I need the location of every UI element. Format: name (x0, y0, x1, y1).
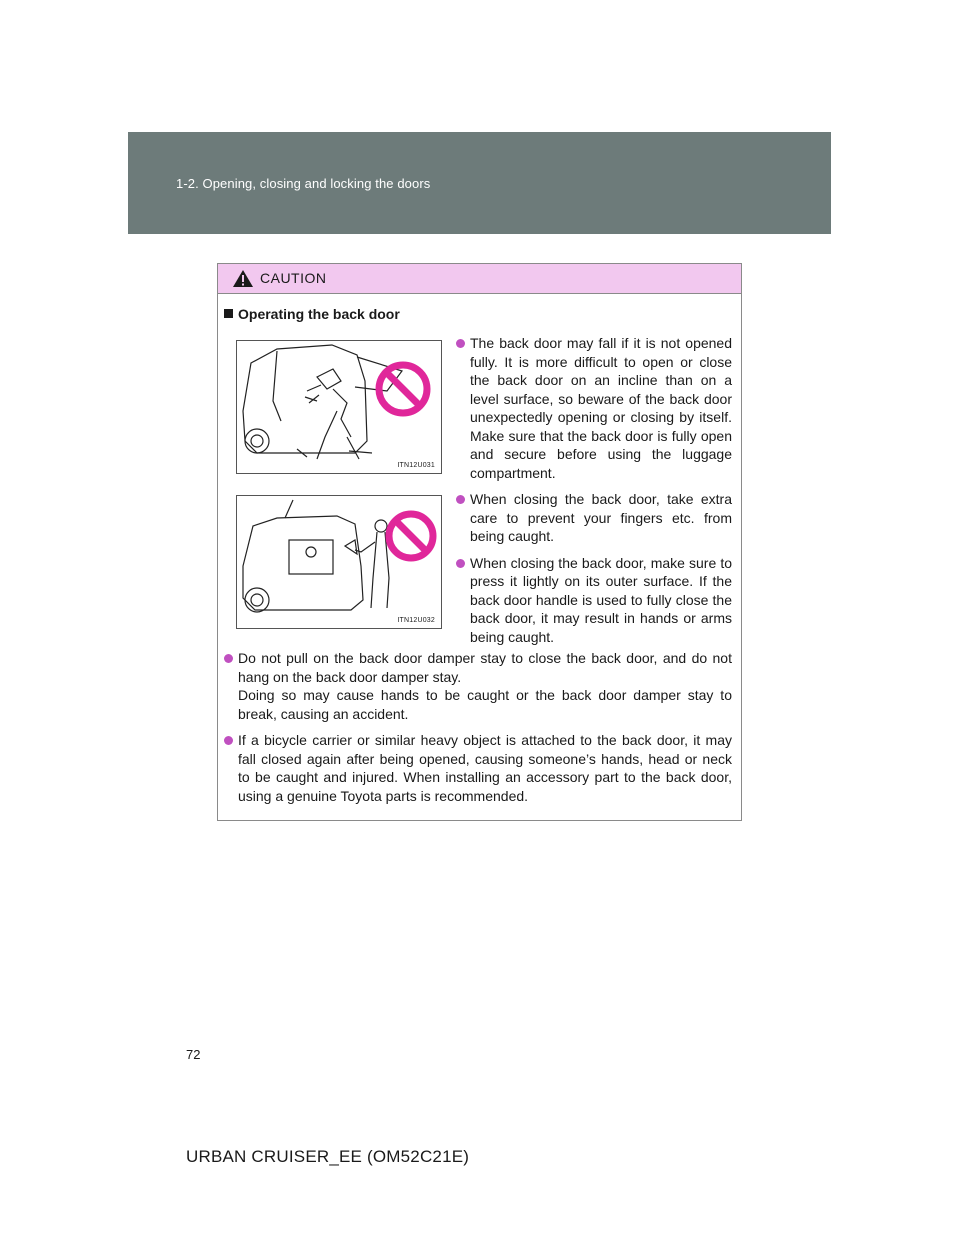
prohibition-icon (389, 514, 433, 558)
caution-header (218, 264, 741, 294)
illustration-code: ITN12U032 (397, 617, 435, 624)
caution-box (217, 263, 742, 821)
caution-bullet (224, 731, 732, 805)
section-header-title: 1-2. Opening, closing and locking the doors (176, 176, 431, 191)
caution-bullets-right (456, 334, 732, 654)
caution-bullet-line: Do not pull on the back door damper stay to close the back door, and do not hang on the back door damper stay. (238, 650, 732, 685)
car-rear-person-illustration (237, 341, 441, 473)
caution-bullet-line: If a bicycle carrier or similar heavy object is attached to the back door, it may fall closed again after being opened, causing someone’s hands, head or neck to be caught and injured. When installing an accessory part to the back door, using a genuine Toyota parts is recommended. (238, 732, 732, 804)
caution-bullet: When closing the back door, take extra care to prevent your fingers etc. from being caught. (456, 490, 732, 546)
caution-bullets-bottom (224, 649, 732, 813)
caution-bullet: When closing the back door, make sure to press it lightly on its outer surface. If the back door handle is used to fully close the back door, it may result in hands or arms being caught. (456, 554, 732, 647)
caution-title: CAUTION (260, 270, 327, 286)
square-bullet-icon (224, 309, 233, 318)
caution-bullet-line: Doing so may cause hands to be caught or the back door damper stay to break, causing an accident. (238, 687, 732, 722)
car-rear-closing-illustration (237, 496, 441, 628)
warning-triangle-icon (232, 269, 254, 288)
page-number: 72 (186, 1047, 201, 1062)
illustration-code: ITN12U031 (397, 462, 435, 469)
caution-bullet (224, 649, 732, 723)
header-band (128, 132, 831, 234)
illustration-back-door-falling (236, 340, 442, 474)
section-heading-text: Operating the back door (238, 306, 400, 322)
section-heading (224, 306, 400, 322)
caution-bullet: The back door may fall if it is not opened fully. It is more difficult to open or close the back door on an incline than on a level surface, so beware of the back door unexpectedly opening or closing by itself. Make sure that the back door is fully open and secure before using the luggage compartment. (456, 334, 732, 482)
prohibition-icon (379, 365, 427, 413)
illustration-closing-back-door (236, 495, 442, 629)
footer-model-code: URBAN CRUISER_EE (OM52C21E) (186, 1147, 470, 1166)
